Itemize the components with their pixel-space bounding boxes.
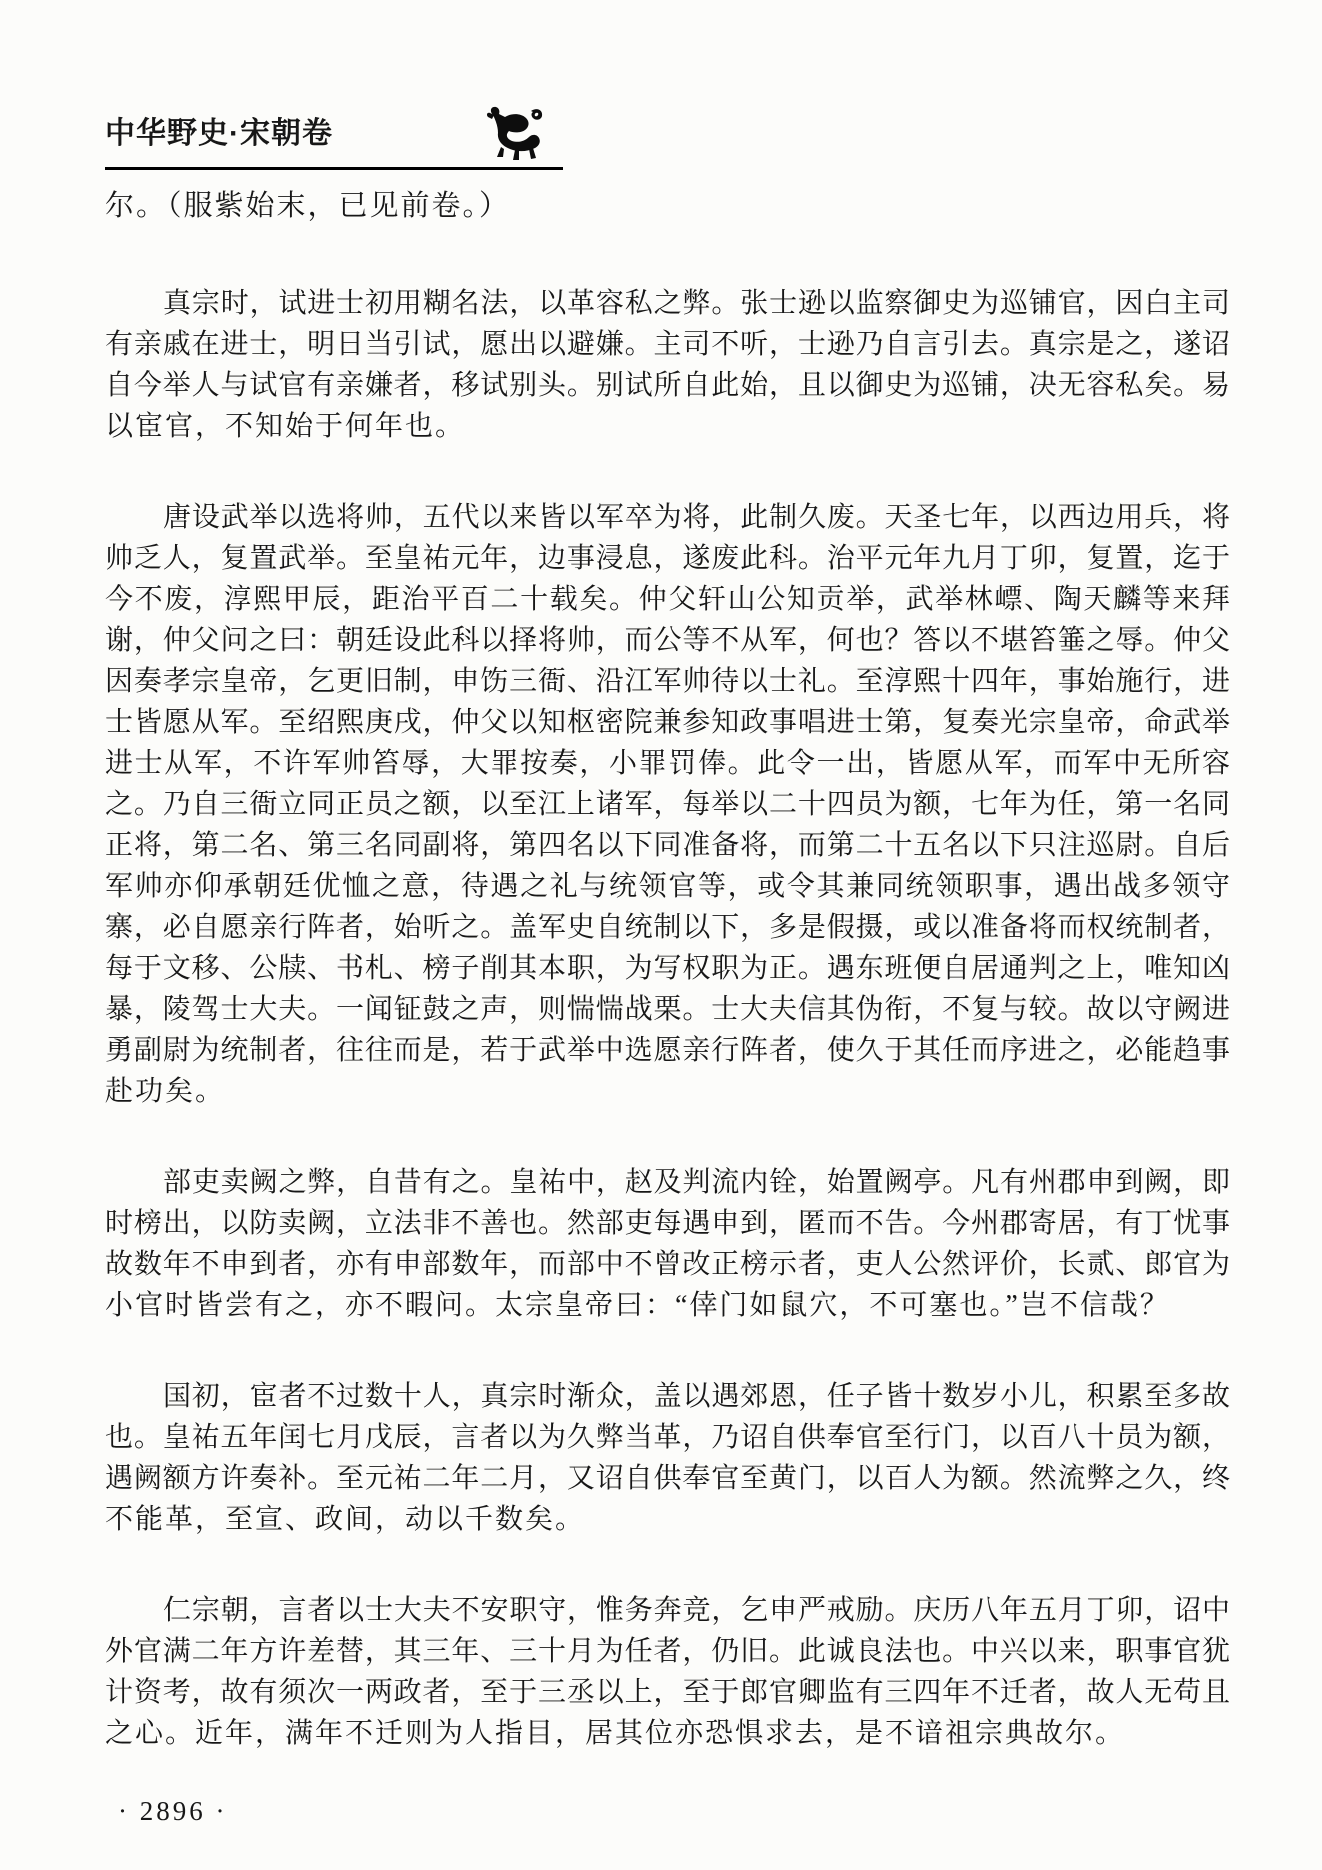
text-line: 以宦官，不知始于何年也。 bbox=[105, 411, 466, 442]
text-line: 因奏孝宗皇帝，乞更旧制，申饬三衙、沿江军帅待以士礼。至淳熙十四年，事始施行，进 bbox=[105, 666, 1230, 697]
text-line: 尔。（服紫始末，已见前卷。） bbox=[105, 190, 511, 222]
text-line: 部吏卖阙之弊，自昔有之。皇祐中，赵及判流内铨，始置阙亭。凡有州郡申到阙，即 bbox=[163, 1167, 1230, 1198]
text-line: 谢，仲父问之曰：朝廷设此科以择将帅，而公等不从军，何也？答以不堪笞箠之辱。仲父 bbox=[105, 625, 1230, 656]
text-line: 遇阙额方许奏补。至元祐二年二月，又诏自供奉官至黄门，以百人为额。然流弊之久，终 bbox=[105, 1463, 1230, 1494]
text-line: 寨，必自愿亲行阵者，始听之。盖军史自统制以下，多是假摄，或以准备将而权统制者， bbox=[105, 912, 1230, 943]
text-line: 赴功矣。 bbox=[105, 1076, 226, 1107]
text-line: 时榜出，以防卖阙，立法非不善也。然部吏每遇申到，匿而不告。今州郡寄居，有丁忧事 bbox=[105, 1208, 1230, 1239]
paragraph bbox=[105, 283, 1230, 447]
page-header bbox=[105, 104, 1230, 170]
text-line: 暴，陵驾士大夫。一闻钲鼓之声，则惴惴战栗。士大夫信其伪衔，不复与较。故以守阙进 bbox=[105, 994, 1230, 1025]
text-line: 之。乃自三衙立同正员之额，以至江上诸军，每举以二十四员为额，七年为任，第一名同 bbox=[105, 789, 1230, 820]
text-line: 也。皇祐五年闰七月戊辰，言者以为久弊当革，乃诏自供奉官至行门，以百八十员为额， bbox=[105, 1422, 1230, 1453]
text-line: 计资考，故有须次一两政者，至于三丞以上，至于郎官卿监有三四年不迁者，故人无苟且 bbox=[105, 1677, 1230, 1708]
text-line: 故数年不申到者，亦有申部数年，而部中不曾改正榜示者，吏人公然评价，长贰、郎官为 bbox=[105, 1249, 1230, 1280]
text-line: 仁宗朝，言者以士大夫不安职守，惟务奔竞，乞申严戒励。庆历八年五月丁卯，诏中 bbox=[163, 1595, 1230, 1626]
dragon-ornament-icon bbox=[485, 104, 547, 164]
page-content bbox=[105, 104, 1230, 1754]
text-line: 真宗时，试进士初用糊名法，以革容私之弊。张士逊以监察御史为巡铺官，因白主司 bbox=[163, 288, 1230, 319]
text-line: 国初，宦者不过数十人，真宗时渐众，盖以遇郊恩，任子皆十数岁小儿，积累至多故 bbox=[163, 1381, 1230, 1412]
text-line: 军帅亦仰承朝廷优恤之意，待遇之礼与统领官等，或令其兼同统领职事，遇出战多领守 bbox=[105, 871, 1230, 902]
text-line: 唐设武举以选将帅，五代以来皆以军卒为将，此制久废。天圣七年，以西边用兵，将 bbox=[163, 502, 1230, 533]
page-number: · 2896 · bbox=[118, 1796, 228, 1826]
text-line: 士皆愿从军。至绍熙庚戌，仲父以知枢密院兼参知政事唱进士第，复奏光宗皇帝，命武举 bbox=[105, 707, 1230, 738]
paragraph bbox=[105, 1162, 1230, 1326]
paragraph bbox=[105, 497, 1230, 1112]
paragraph bbox=[105, 1376, 1230, 1540]
header-rule bbox=[105, 167, 563, 170]
text-line: 正将，第二名、第三名同副将，第四名以下同准备将，而第二十五名以下只注巡尉。自后 bbox=[105, 830, 1230, 861]
text-line: 自今举人与试官有亲嫌者，移试别头。别试所自此始，且以御史为巡铺，决无容私矣。易 bbox=[105, 370, 1230, 401]
text-line: 不能革，至宣、政间，动以千数矣。 bbox=[105, 1504, 586, 1535]
text-line: 小官时皆尝有之，亦不暇问。太宗皇帝曰：“倖门如鼠穴，不可塞也。”岂不信哉？ bbox=[105, 1290, 1170, 1321]
text-line: 外官满二年方许差替，其三年、三十月为任者，仍旧。此诚良法也。中兴以来，职事官犹 bbox=[105, 1636, 1230, 1667]
text-line: 有亲戚在进士，明日当引试，愿出以避嫌。主司不听，士逊乃自言引去。真宗是之，遂诏 bbox=[105, 329, 1230, 360]
book-title: 中华野史·宋朝卷 bbox=[105, 117, 333, 150]
text-line: 勇副尉为统制者，往往而是，若于武举中选愿亲行阵者，使久于其任而序进之，必能趋事 bbox=[105, 1035, 1230, 1066]
text-line: 今不废，淳熙甲辰，距治平百二十载矣。仲父轩山公知贡举，武举林㟽、陶天麟等来拜 bbox=[105, 584, 1230, 615]
paragraph bbox=[105, 1590, 1230, 1754]
text-line: 之心。近年，满年不迁则为人指目，居其位亦恐惧求去，是不谙祖宗典故尔。 bbox=[105, 1718, 1126, 1749]
page-footer bbox=[118, 1796, 227, 1827]
text-line: 进士从军，不许军帅笞辱，大罪按奏，小罪罚俸。此令一出，皆愿从军，而军中无所容 bbox=[105, 748, 1230, 779]
text-line: 帅乏人，复置武举。至皇祐元年，边事浸息，遂废此科。治平元年九月丁卯，复置，迄于 bbox=[105, 543, 1230, 574]
text-line: 每于文移、公牍、书札、榜子削其本职，为写权职为正。遇东班便自居通判之上，唯知凶 bbox=[105, 953, 1230, 984]
